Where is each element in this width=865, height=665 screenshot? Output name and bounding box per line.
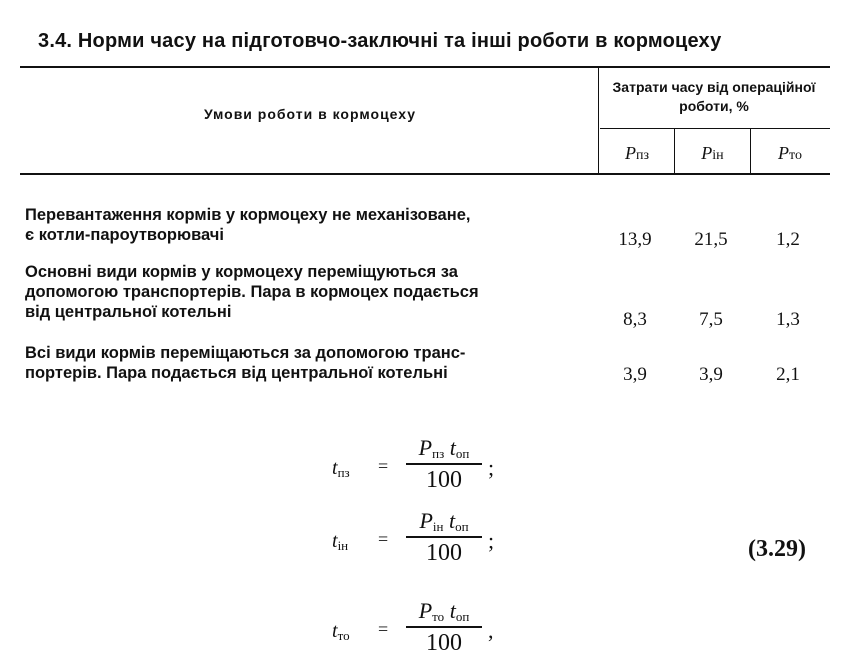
numerator-subscript: пз bbox=[432, 446, 445, 461]
formula-lhs-subscript: то bbox=[337, 628, 350, 643]
formula-numerator bbox=[406, 508, 482, 534]
formula-fraction bbox=[406, 508, 482, 567]
column-symbol: P bbox=[701, 143, 713, 163]
table-row-2-condition bbox=[25, 262, 597, 322]
numerator-subscript: ін bbox=[432, 519, 444, 534]
row-1-value-pz: 13,9 bbox=[618, 229, 652, 250]
formula-punctuation: , bbox=[488, 618, 494, 643]
numerator-t-subscript: оп bbox=[455, 519, 469, 534]
fraction-bar bbox=[406, 536, 482, 538]
condition-line: від центральної котельні bbox=[25, 303, 232, 321]
fraction-bar bbox=[406, 463, 482, 465]
formula-lhs-symbol: t bbox=[332, 457, 338, 479]
numerator-t-symbol: t bbox=[449, 598, 456, 623]
formula-denominator: 100 bbox=[426, 467, 462, 493]
column-subscript: то bbox=[789, 148, 802, 163]
formula-punctuation: ; bbox=[488, 528, 495, 553]
formula-lhs bbox=[332, 530, 348, 554]
formula-equals: = bbox=[378, 456, 389, 476]
table-caption: 3.4. Норми часу на підготовчо-заключні та інші роботи в кормоцеху bbox=[38, 30, 722, 52]
formula-equals: = bbox=[378, 529, 389, 549]
row-3-value-in: 3,9 bbox=[699, 364, 723, 385]
header-time-costs: Затрати часу від операційної роботи, % bbox=[612, 79, 816, 114]
numerator-symbol: P bbox=[419, 508, 433, 533]
column-symbol: P bbox=[624, 143, 636, 163]
formula-t-in bbox=[320, 508, 580, 568]
numerator-symbol: P bbox=[418, 598, 433, 623]
formula-lhs-symbol: t bbox=[332, 530, 338, 552]
condition-line: Перевантаження кормів у кормоцеху не механізоване, bbox=[25, 206, 471, 224]
formula-lhs bbox=[332, 457, 350, 481]
costs-header-rule bbox=[600, 128, 830, 129]
formula-numerator bbox=[406, 598, 482, 624]
numerator-symbol: P bbox=[418, 435, 433, 460]
table-top-rule bbox=[20, 66, 830, 68]
fraction-bar bbox=[406, 626, 482, 628]
numerator-t-symbol: t bbox=[449, 435, 456, 460]
condition-line: портерів. Пара подається від центральної котельні bbox=[25, 364, 448, 382]
formula-lhs-subscript: пз bbox=[337, 465, 350, 480]
formula-t-pz bbox=[320, 435, 580, 495]
column-header-p-to bbox=[751, 143, 829, 164]
column-subscript: ін bbox=[712, 148, 724, 163]
row-2-value-to: 1,3 bbox=[776, 309, 800, 330]
numerator-t-subscript: оп bbox=[455, 609, 470, 624]
numerator-subscript: то bbox=[432, 609, 445, 624]
formula-t-to bbox=[320, 598, 580, 658]
column-header-p-in bbox=[675, 143, 750, 164]
table-row-3-condition bbox=[25, 343, 597, 383]
formula-lhs bbox=[332, 620, 350, 644]
header-bottom-rule bbox=[20, 173, 830, 175]
formula-lhs-symbol: t bbox=[332, 620, 338, 642]
row-1-value-in: 21,5 bbox=[694, 229, 728, 250]
row-3-value-to: 2,1 bbox=[776, 364, 800, 385]
equation-number: (3.29) bbox=[748, 536, 806, 562]
formula-numerator bbox=[406, 435, 482, 461]
table-row-1-condition bbox=[25, 205, 597, 245]
row-3-value-pz: 3,9 bbox=[623, 364, 647, 385]
column-subscript: пз bbox=[635, 148, 650, 163]
formula-fraction bbox=[406, 435, 482, 494]
formula-equals: = bbox=[378, 619, 389, 639]
formula-fraction bbox=[406, 598, 482, 657]
row-2-value-pz: 8,3 bbox=[623, 309, 647, 330]
formula-punctuation: ; bbox=[488, 455, 495, 480]
formula-denominator: 100 bbox=[426, 540, 462, 566]
header-conditions: Умови роботи в кормоцеху bbox=[203, 106, 417, 122]
row-2-value-in: 7,5 bbox=[699, 309, 723, 330]
condition-line: Всі види кормів переміщаються за допомогою транс- bbox=[25, 344, 466, 362]
numerator-t-symbol: t bbox=[448, 508, 456, 533]
condition-line: допомогою транспортерів. Пара в кормоцех подається bbox=[25, 283, 479, 301]
condition-line: Основні види кормів у кормоцеху переміщуються за bbox=[25, 263, 458, 281]
row-1-value-to: 1,2 bbox=[776, 229, 800, 250]
condition-line: є котли-пароутворювачі bbox=[25, 226, 224, 244]
column-symbol: P bbox=[778, 143, 790, 163]
numerator-t-subscript: оп bbox=[455, 446, 470, 461]
column-header-p-pz bbox=[600, 143, 674, 164]
formula-lhs-subscript: ін bbox=[337, 538, 349, 553]
formula-denominator: 100 bbox=[426, 630, 462, 656]
